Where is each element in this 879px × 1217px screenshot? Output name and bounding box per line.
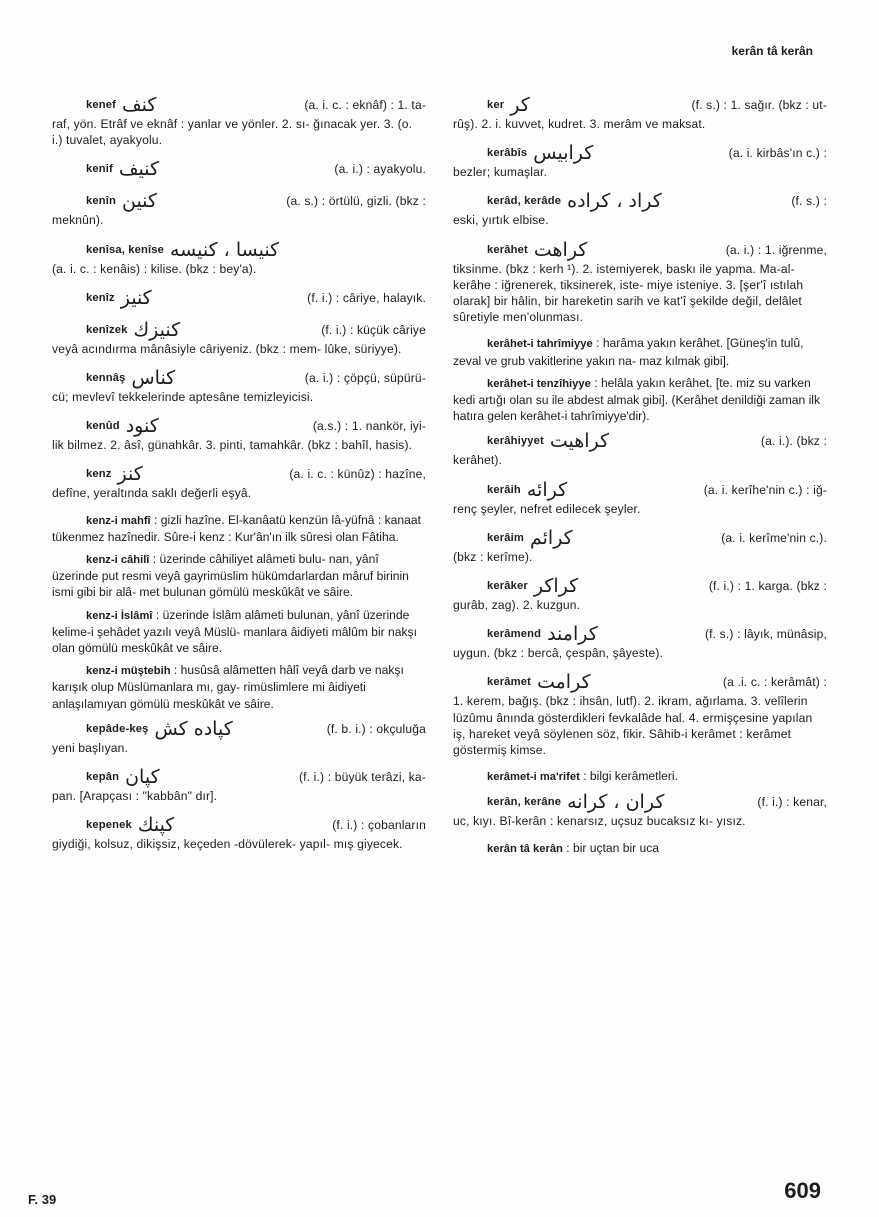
arabic-script: كنيزك <box>133 318 181 341</box>
headword: kerâd, kerâde <box>487 195 562 208</box>
entry-headline <box>52 718 426 740</box>
definition-rest: lik bilmez. 2. âsî, günahkâr. 3. pinti, tamahkâr. (bkz : bahîl, hasis). <box>52 438 413 453</box>
entry-headline <box>453 239 827 261</box>
headword: kerâmet <box>487 676 531 689</box>
arabic-script: كراكر <box>533 575 579 598</box>
entry-headline <box>453 671 827 693</box>
entry-headline <box>453 479 827 501</box>
subentry-term: kenz-i mahfî <box>86 514 151 527</box>
headword: kenûd <box>86 420 120 433</box>
entry-kerahet <box>453 239 827 326</box>
entry-headline <box>52 415 426 437</box>
headword: kerâhiyyet <box>487 435 544 448</box>
definition-start: (f. s.) : <box>791 194 827 209</box>
definition-start: (a. s.) : örtülü, gizli. (bkz : <box>286 194 426 209</box>
entry-headline <box>52 94 426 116</box>
arabic-script: كرامند <box>547 623 598 646</box>
definition-start: (a .i. c. : kerâmât) : <box>722 675 827 690</box>
definition-rest: yeni başlıyan. <box>52 740 129 755</box>
headword: kerâbîs <box>487 147 528 160</box>
entry-kenud <box>52 415 426 453</box>
definition-start: (f. i.) : câriye, halayık. <box>307 290 426 305</box>
subentry-text: : husûsâ alâmetten hâlî veyâ darb ve nakşı karışık olup Müslümanlara mı, gay- rimüslimlere mi âidiyeti anlaşılamıyan gömülü meskûkât ve sâire. <box>52 663 404 711</box>
definition-rest: renç şeyler, nefret edilecek şeyler. <box>453 501 641 516</box>
subentry-kenzi-cahili <box>52 551 426 601</box>
arabic-script: كناس <box>131 367 176 390</box>
definition-rest: kerâhet). <box>453 453 503 468</box>
entry-kenz <box>52 463 426 501</box>
definition-start: (a. i. kerîme'nin c.). <box>721 530 827 545</box>
arabic-script: كنيسا ، كنيسه <box>169 238 280 261</box>
entry-kenin <box>52 190 426 228</box>
entry-kepan <box>52 766 426 804</box>
entry-kenif <box>52 158 426 180</box>
definition-rest: meknûn). <box>52 213 104 228</box>
entry-keran <box>453 791 827 829</box>
right-column <box>453 94 827 863</box>
definition-start: (a. i.). (bkz : <box>760 434 827 449</box>
subentry-text: : üzerinde câhiliyet alâmeti bulu- nan, yânî üzerinde put resmi veyâ gayrimüslim hükümdarlardan mâruf birinin ismi gibi bir alâ- met bulunan gömülü meskûkât ve sâire. <box>52 552 409 600</box>
subentry-text: : gizli hazîne. El-kanâatü kenzün lâ-yüfnâ : kanaat tükenmez hazînedir. Sûre-i kenz : Kur'ân'ın ilk sûresi olan Fâtiha. <box>52 512 421 544</box>
headword: kenz <box>86 468 112 481</box>
headword: ker <box>487 98 505 111</box>
entry-kenizek <box>52 319 426 357</box>
definition-start: (f. i.) : çobanların <box>332 818 426 833</box>
subentry-term: kenz-i câhilî <box>86 554 150 567</box>
definition-start: (a.s.) : 1. nankör, iyi- <box>312 419 426 434</box>
subentry-text: : helâla yakın kerâhet. [te. miz su varken kedi artığı olan su ile abdest almak gibi]. (Kerâhet denildiği zaman ilk hatıra gelen kerâhet-i tahrîmiyye'dir). <box>453 375 821 424</box>
definition-rest: bezler; kumaşlar. <box>453 165 547 180</box>
entry-headline <box>52 463 426 485</box>
definition-start: (f. i.) : 1. karga. (bkz : <box>708 578 827 593</box>
definition-start: (f. i.) : büyük terâzi, ka- <box>298 769 426 784</box>
running-head: kerân tâ kerân <box>731 44 813 58</box>
entry-headline <box>453 575 827 597</box>
entry-kepenek <box>52 814 426 852</box>
arabic-script: كنز <box>117 463 143 486</box>
entry-headline <box>453 142 827 164</box>
arabic-script: كرائم <box>529 526 573 549</box>
arabic-script: كراد ، كراده <box>567 190 662 213</box>
arabic-script: كران ، كرانه <box>567 791 665 814</box>
entry-headline <box>52 190 426 212</box>
entry-keramend <box>453 623 827 661</box>
headword: kenîzek <box>86 323 128 336</box>
entry-headline <box>52 239 426 261</box>
entry-headline <box>52 319 426 341</box>
headword: kenîz <box>86 291 115 304</box>
subentry-term: kerân tâ kerân <box>487 842 563 855</box>
entry-keramet <box>453 671 827 758</box>
definition-rest: raf, yön. Etrâf ve eknâf : yanlar ve yönler. 2. sı- ğınacak yer. 3. (o. i.) tuvalet, ayakyolu. <box>52 117 413 148</box>
definition-rest: pan. [Arapçası : "kabbân" dır]. <box>52 789 218 804</box>
arabic-script: كنيف <box>118 158 160 181</box>
subentry-term: kerâhet-i tenzîhiyye <box>487 377 591 390</box>
subentry-kenzi-islami <box>52 607 426 657</box>
headword: kerâker <box>487 579 528 592</box>
entry-headline <box>453 430 827 452</box>
definition-rest: gurâb, zag). 2. kuzgun. <box>453 598 581 613</box>
subentry-term: kenz-i İslâmî <box>86 609 153 622</box>
definition-start: (a. i. kirbâs'ın c.) : <box>728 146 827 161</box>
subentry-text: : üzerinde İslâm alâmeti bulunan, yânî üzerinde kelime-i şehâdet yazılı veyâ Müslü- manlara âidiyeti mâlûm bir nakşı olan gömülü meskûkât ve sâire. <box>52 607 417 656</box>
definition-rest: veyâ acındırma mânâsiyle câriyeniz. (bkz : mem- lûke, süriyye). <box>52 341 402 356</box>
entry-kerabis <box>453 142 827 180</box>
subentry-kenzi-mahfi <box>52 512 426 545</box>
subentry-keramet-marifet <box>453 768 827 785</box>
definition-rest: uygun. (bkz : bercâ, çespân, şâyeste). <box>453 646 664 661</box>
definition-rest: 1. kerem, bağış. (bkz : ihsân, lutf). 2. ikram, ağırlama. 3. velîlerin lüzûmu ânında gösterdikleri fevkalâde hal. 4. ermişçesine yapılan iş, hareket veyâ söylenen söz, fikir. Sâhib-i kerâmet : kerâmet göstermiş kimse. <box>453 694 813 758</box>
headword: kerâmend <box>487 628 542 641</box>
entry-headline <box>453 190 827 212</box>
page-number: 609 <box>784 1178 821 1203</box>
headword: kerân, kerâne <box>487 796 562 809</box>
subentry-text: : harâma yakın kerâhet. [Güneş'in tulû, zeval ve grub vakitlerine yakın na- maz kılmak gibi]. <box>453 336 804 368</box>
headword: kepenek <box>86 819 132 832</box>
entry-kerâker <box>453 575 827 613</box>
definition-start: (f. i.) : kenar, <box>757 795 827 810</box>
definition-rest: defîne, yeraltında saklı değerli eşyâ. <box>52 486 252 501</box>
arabic-script: كرابيس <box>533 142 594 165</box>
entry-keniz <box>52 287 426 309</box>
subentry-text: : bir uçtan bir uca <box>566 840 660 855</box>
left-column <box>52 94 426 862</box>
entry-headline <box>453 791 827 813</box>
definition-start: (a. i.) : 1. iğrenme, <box>725 242 827 257</box>
arabic-script: كپنك <box>137 814 175 837</box>
subentry-kerahet-tenzih <box>453 375 827 425</box>
entry-kepade <box>52 718 426 756</box>
subentry-kenzi-mustebih <box>52 662 426 712</box>
headword: kepâde-keş <box>86 722 149 735</box>
entry-ker <box>453 94 827 132</box>
definition-start: (a. i. c. : eknâf) : 1. ta- <box>304 97 426 112</box>
definition-start: (a. i.) : ayakyolu. <box>334 162 426 177</box>
arabic-script: كرائه <box>526 478 568 501</box>
definition-rest: tiksinme. (bkz : kerh ¹). 2. istemiyerek, baskı ile yapma. Ma-al-kerâhe : iğrenerek, tiksinerek, iste- miye isteniye. 3. [şer'î ıstılah olarak] bir hâlin, bir hareketin sarih ve kat'î şekilde değil, delâlet sûretiyle men'olunması. <box>453 261 804 325</box>
entry-kenisa <box>52 239 426 277</box>
entry-headline <box>453 94 827 116</box>
definition-start: (a. i. kerîhe'nin c.) : iğ- <box>703 482 827 497</box>
entry-headline <box>52 814 426 836</box>
subentry-term: kenz-i müştebih <box>86 665 171 678</box>
entry-kennas <box>52 367 426 405</box>
entry-kenef <box>52 94 426 148</box>
subentry-keran-ta-keran <box>453 840 827 857</box>
entry-keraim <box>453 527 827 565</box>
entry-kerâih <box>453 479 827 517</box>
headword: kenif <box>86 163 113 176</box>
subentry-text: : bilgi kerâmetleri. <box>583 769 678 784</box>
definition-rest: uc, kıyı. Bî-kerân : kenarsız, uçsuz bucaksız kı- yısız. <box>453 814 746 829</box>
subentry-term: kerâhet-i tahrîmiyye <box>487 338 593 351</box>
definition-rest: giydiği, kolsuz, dikişsiz, keçeden -dövülerek- yapıl- mış giyecek. <box>52 837 403 852</box>
arabic-script: كر <box>510 94 530 116</box>
headword: kenef <box>86 98 116 111</box>
arabic-script: كنين <box>121 190 157 213</box>
entry-kerad <box>453 190 827 228</box>
definition-start: (f. s.) : 1. sağır. (bkz : ut- <box>691 97 827 112</box>
arabic-script: كنيز <box>120 286 152 309</box>
definition-rest: cü; mevlevî tekkelerinde aptesâne temizleyicisi. <box>52 390 314 405</box>
definition-rest: (bkz : kerîme). <box>453 549 533 564</box>
definition-start: (a. i.) : çöpçü, süpürü- <box>304 370 426 385</box>
headword: kerâih <box>487 483 521 496</box>
arabic-script: كپان <box>125 766 160 789</box>
arabic-script: كنود <box>125 415 159 438</box>
subentry-kerahet-tahrim <box>453 335 827 368</box>
headword: kenîsa, kenîse <box>86 243 164 256</box>
arabic-script: كراهيت <box>549 430 610 453</box>
definition-rest: eski, yırtık elbise. <box>453 213 549 228</box>
definition-rest: (a. i. c. : kenâis) : kilise. (bkz : bey'a). <box>52 261 257 276</box>
entry-headline <box>52 766 426 788</box>
headword: kerâim <box>487 531 524 544</box>
entry-headline <box>453 623 827 645</box>
definition-start: (a. i. c. : künûz) : hazîne, <box>289 467 426 482</box>
entry-kerahiyyet <box>453 430 827 468</box>
definition-start: (f. s.) : lâyık, münâsip, <box>704 627 827 642</box>
definition-start: (f. b. i.) : okçuluğa <box>326 721 426 736</box>
arabic-script: كنف <box>121 94 157 116</box>
headword: kenîn <box>86 195 116 208</box>
headword: kennâş <box>86 371 126 384</box>
definition-start: (f. i.) : küçük câriye <box>321 322 426 337</box>
subentry-term: kerâmet-i ma'rifet <box>487 771 580 784</box>
signature-mark: F. 39 <box>28 1192 57 1207</box>
definition-rest: rûş). 2. i. kuvvet, kudret. 3. merâm ve maksat. <box>453 117 706 131</box>
arabic-script: كرامت <box>536 671 591 694</box>
headword: kerâhet <box>487 243 528 256</box>
entry-headline <box>52 158 426 180</box>
arabic-script: كپاده كش <box>154 717 233 740</box>
entry-headline <box>453 527 827 549</box>
entry-headline <box>52 367 426 389</box>
entry-headline <box>52 287 426 309</box>
arabic-script: كراهت <box>533 238 588 261</box>
headword: kepân <box>86 770 120 783</box>
